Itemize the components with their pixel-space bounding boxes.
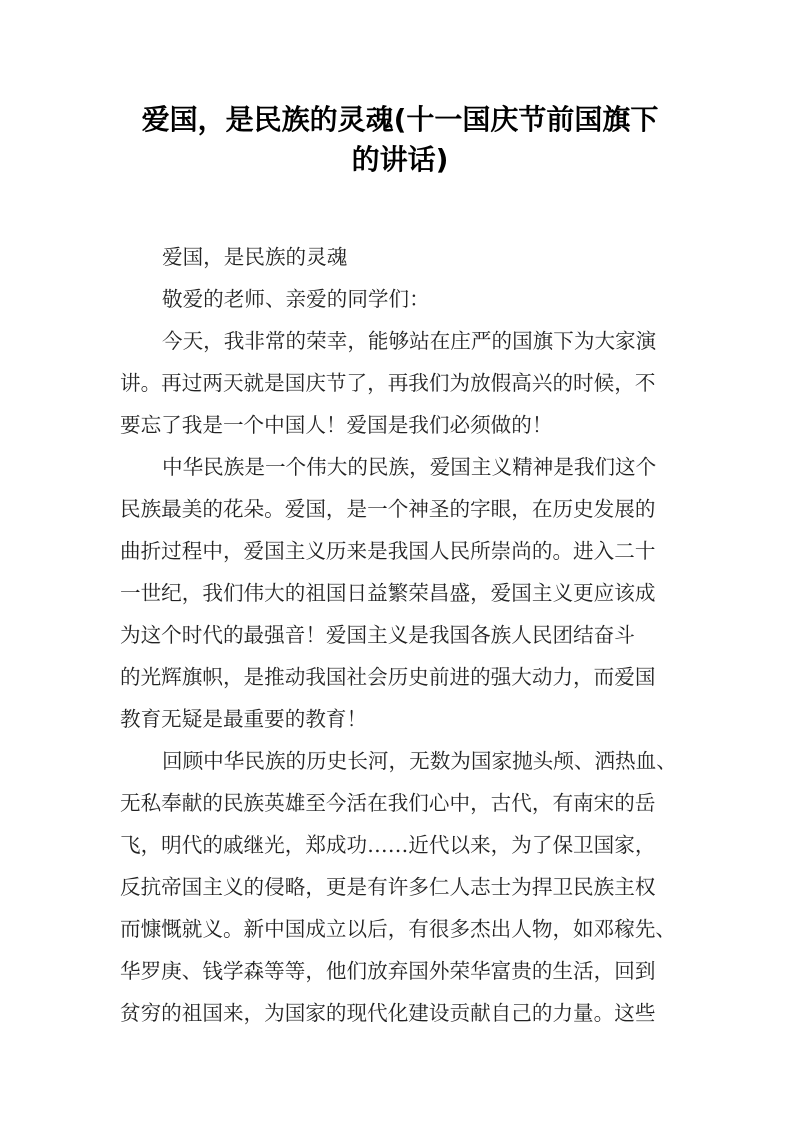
paragraph-line: 而慷慨就义。新中国成立以后，有很多杰出人物，如邓稼先、 [120,917,677,941]
paragraph-line: 华罗庚、钱学森等等，他们放弃国外荣华富贵的生活，回到 [120,959,656,983]
paragraph-line: 反抗帝国主义的侵略，更是有许多仁人志士为捍卫民族主权 [120,875,656,899]
paragraph-line: 爱国，是民族的灵魂 [162,245,348,269]
paragraph-line: 回顾中华民族的历史长河，无数为国家抛头颅、洒热血、 [162,749,677,773]
paragraph-line: 要忘了我是一个中国人！爱国是我们必须做的！ [120,413,553,437]
paragraph-line: 教育无疑是最重要的教育！ [120,707,368,731]
paragraph-line: 今天，我非常的荣幸，能够站在庄严的国旗下为大家演 [162,329,657,353]
paragraph-line: 讲。再过两天就是国庆节了，再我们为放假高兴的时候，不 [120,371,656,395]
paragraph [120,320,680,446]
paragraph-line: 一世纪，我们伟大的祖国日益繁荣昌盛，爱国主义更应该成 [120,581,656,605]
paragraph-line: 贫穷的祖国来，为国家的现代化建设贡献自己的力量。这些 [120,1001,656,1025]
paragraph [120,278,680,320]
document-title-line-1: 爱国，是民族的灵魂(十一国庆节前国旗下 [141,103,659,136]
paragraph-line: 民族最美的花朵。爱国，是一个神圣的字眼，在历史发展的 [120,497,656,521]
paragraph-line: 无私奉献的民族英雄至今活在我们心中，古代，有南宋的岳 [120,791,656,815]
paragraph [120,236,680,278]
paragraph-line: 曲折过程中，爱国主义历来是我国人民所崇尚的。进入二十 [120,539,656,563]
paragraph [120,740,680,1034]
paragraph [120,446,680,740]
paragraph-line: 中华民族是一个伟大的民族，爱国主义精神是我们这个 [162,455,657,479]
paragraph-line: 为这个时代的最强音！爱国主义是我国各族人民团结奋斗 [120,623,635,647]
document-body [120,236,680,1034]
paragraph-line: 敬爱的老师、亲爱的同学们： [162,287,430,311]
paragraph-line: 飞，明代的戚继光，郑成功……近代以来，为了保卫国家， [120,833,656,857]
document-title-line-2: 的讲话) [351,143,449,176]
paragraph-line: 的光辉旗帜，是推动我国社会历史前进的强大动力，而爱国 [120,665,656,689]
